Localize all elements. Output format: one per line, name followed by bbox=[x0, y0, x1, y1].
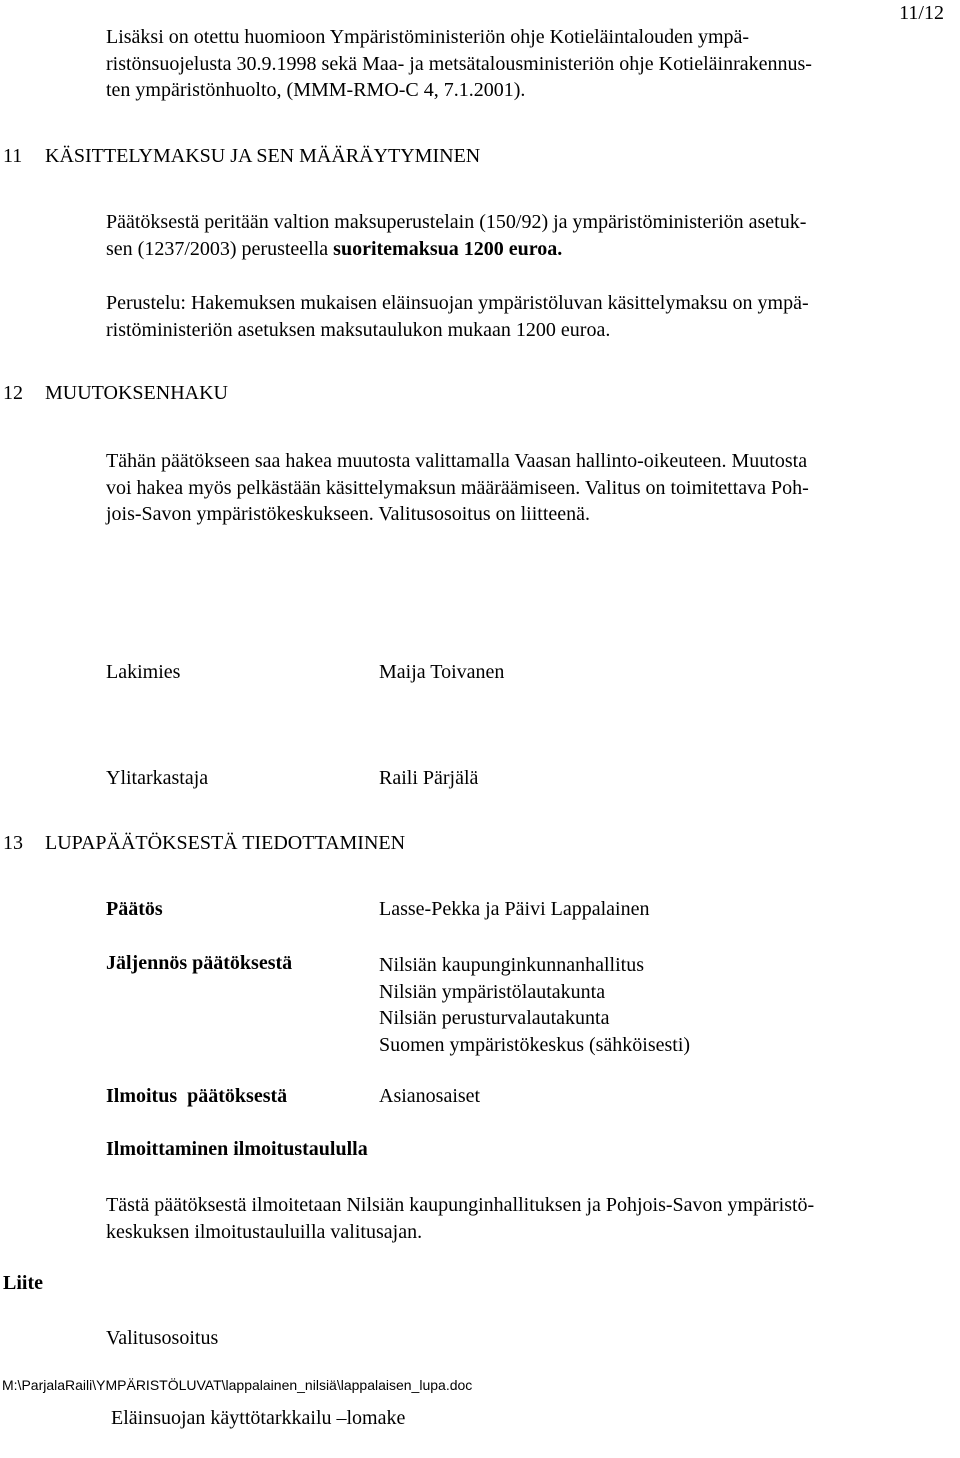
appeal-line: jois-Savon ympäristökeskukseen. Valitusosoitus on liitteenä. bbox=[106, 503, 591, 525]
section-12-title: MUUTOKSENHAKU bbox=[45, 382, 228, 404]
attachment-list bbox=[106, 1272, 405, 1458]
section-12-paragraph bbox=[106, 448, 809, 528]
section-11-fee-paragraph bbox=[106, 209, 806, 262]
section-12-number: 12 bbox=[3, 382, 23, 404]
copy-recipient: Nilsiän ympäristölautakunta bbox=[379, 980, 606, 1003]
noticeboard-line: Tästä päätöksestä ilmoitetaan Nilsiän kaupunginhallituksen ja Pohjois-Savon ympäristö- bbox=[106, 1194, 815, 1216]
copy-recipient: Nilsiän perusturvalautakunta bbox=[379, 1007, 610, 1029]
decision-recipient: Lasse-Pekka ja Päivi Lappalainen bbox=[379, 898, 650, 920]
intro-paragraph bbox=[106, 24, 812, 104]
fee-line: Päätöksestä peritään valtion maksuperustelain (150/92) ja ympäristöministeriön asetuk- bbox=[106, 211, 807, 233]
section-11-reasoning-paragraph bbox=[106, 290, 809, 343]
page-number: 11/12 bbox=[899, 2, 944, 24]
noticeboard-line: keskuksen ilmoitustauluilla valitusajan. bbox=[106, 1220, 423, 1243]
attachment-label: Liite bbox=[3, 1272, 43, 1294]
decision-label: Päätös bbox=[106, 898, 163, 920]
section-11-number: 11 bbox=[3, 145, 23, 167]
fee-amount: suoritemaksua 1200 euroa. bbox=[333, 237, 563, 260]
attachment-item: Valitusosoitus bbox=[106, 1327, 219, 1349]
intro-line: ten ympäristönhuolto, (MMM-RMO-C 4, 7.1.2001). bbox=[106, 79, 526, 101]
noticeboard-heading: Ilmoittaminen ilmoitustaululla bbox=[106, 1138, 368, 1160]
signature-role: Ylitarkastaja bbox=[106, 767, 209, 789]
notice-label: Ilmoitus päätöksestä bbox=[106, 1085, 288, 1107]
noticeboard-paragraph bbox=[106, 1192, 814, 1245]
file-path-footer: M:\ParjalaRaili\YMPÄRISTÖLUVAT\lappalainen_nilsiä\lappalaisen_lupa.doc bbox=[2, 1377, 473, 1393]
fee-text: sen (1237/2003) perusteella bbox=[106, 237, 334, 260]
section-13-number: 13 bbox=[3, 832, 23, 854]
copy-recipient: Nilsiän kaupunginkunnanhallitus bbox=[379, 954, 644, 976]
attachment-item: Eläinsuojan käyttötarkkailu –lomake bbox=[106, 1406, 406, 1429]
appeal-line: voi hakea myös pelkästään käsittelymaksun määräämiseen. Valitus on toimitettava Poh- bbox=[106, 476, 809, 499]
reasoning-line: Perustelu: Hakemuksen mukaisen eläinsuojan ympäristöluvan käsittelymaksu on ympä- bbox=[106, 292, 809, 314]
signature-name: Maija Toivanen bbox=[379, 661, 505, 683]
notice-recipient: Asianosaiset bbox=[379, 1085, 481, 1107]
copy-recipient: Suomen ympäristökeskus (sähköisesti) bbox=[379, 1033, 691, 1056]
signature-role: Lakimies bbox=[106, 661, 181, 683]
intro-line: ristönsuojelusta 30.9.1998 sekä Maa- ja metsätalousministeriön ohje Kotieläinrakennus- bbox=[106, 52, 812, 75]
fee-line bbox=[106, 236, 806, 263]
intro-line: Lisäksi on otettu huomioon Ympäristöministeriön ohje Kotieläintalouden ympä- bbox=[106, 26, 750, 48]
section-13-title: LUPAPÄÄTÖKSESTÄ TIEDOTTAMINEN bbox=[45, 832, 406, 854]
copy-label: Jäljennös päätöksestä bbox=[106, 952, 293, 974]
appeal-line: Tähän päätökseen saa hakea muutosta valittamalla Vaasan hallinto-oikeuteen. Muutosta bbox=[106, 450, 808, 472]
section-11-title: KÄSITTELYMAKSU JA SEN MÄÄRÄYTYMINEN bbox=[45, 145, 481, 167]
copy-recipients bbox=[379, 952, 690, 1058]
signature-name: Raili Pärjälä bbox=[379, 767, 479, 789]
reasoning-line: ristöministeriön asetuksen maksutaulukon mukaan 1200 euroa. bbox=[106, 318, 611, 341]
